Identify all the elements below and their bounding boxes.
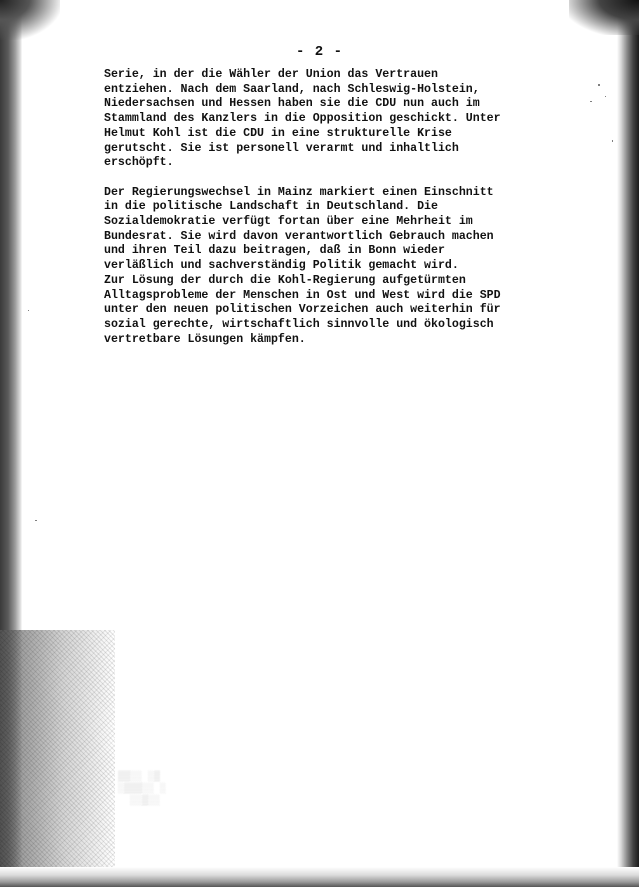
text-line: Bundesrat. Sie wird davon verantwortlich Gebrauch machen bbox=[104, 229, 494, 243]
text-line: erschöpft. bbox=[104, 156, 174, 170]
scan-edge-right bbox=[617, 0, 639, 887]
smudge-mark: ▒▒░░ ░▒ bbox=[118, 772, 161, 783]
scan-edge-bottom bbox=[0, 867, 639, 887]
paragraph-1 bbox=[104, 68, 534, 171]
text-line: Stammland des Kanzlers in die Opposition geschickt. Unter bbox=[104, 112, 501, 126]
smudge-mark: ░░▒░░ bbox=[118, 796, 161, 807]
text-line: und ihren Teil dazu beitragen, daß in Bonn wieder bbox=[104, 244, 445, 258]
text-line: in die politische Landschaft in Deutschland. Die bbox=[104, 200, 438, 214]
scan-noise-bottom-left bbox=[0, 630, 115, 887]
text-line: Serie, in der die Wähler der Union das Vertrauen bbox=[104, 68, 438, 81]
text-line: Niedersachsen und Hessen haben sie die CDU nun auch im bbox=[104, 97, 480, 111]
letter-body bbox=[104, 68, 534, 362]
scan-speckle bbox=[598, 84, 600, 86]
scan-speckle bbox=[612, 140, 613, 142]
scan-speckle bbox=[28, 310, 29, 311]
scan-corner-top-left bbox=[0, 0, 60, 40]
paragraph-2 bbox=[104, 186, 534, 348]
text-line: verläßlich und sachverständig Politik gemacht wird. bbox=[104, 259, 459, 273]
text-line: Der Regierungswechsel in Mainz markiert einen Einschnitt bbox=[104, 185, 494, 199]
text-line: unter den neuen politischen Vorzeichen auch weiterhin für bbox=[104, 303, 501, 317]
text-line: sozial gerechte, wirtschaftlich sinnvolle und ökologisch bbox=[104, 317, 494, 331]
text-line: Alltagsprobleme der Menschen in Ost und West wird die SPD bbox=[104, 288, 501, 302]
text-line: vertretbare Lösungen kämpfen. bbox=[104, 332, 306, 346]
text-line: entziehen. Nach dem Saarland, nach Schleswig-Holstein, bbox=[104, 82, 480, 96]
smudge-mark: ░▒▒▒░░ ░ bbox=[118, 784, 167, 795]
scan-speckle bbox=[605, 96, 606, 97]
scan-speckle bbox=[35, 520, 37, 521]
scan-speckle bbox=[590, 101, 592, 102]
text-line: Helmut Kohl ist die CDU in eine strukturelle Krise bbox=[104, 126, 452, 140]
text-line: Sozialdemokratie verfügt fortan über eine Mehrheit im bbox=[104, 215, 473, 229]
bleed-through-smudge bbox=[118, 772, 238, 812]
scan-corner-top-right bbox=[569, 0, 639, 35]
text-line: gerutscht. Sie ist personell verarmt und inhaltlich bbox=[104, 141, 459, 155]
text-line: Zur Lösung der durch die Kohl-Regierung aufgetürmten bbox=[104, 273, 466, 287]
page-number: - 2 - bbox=[295, 44, 343, 60]
